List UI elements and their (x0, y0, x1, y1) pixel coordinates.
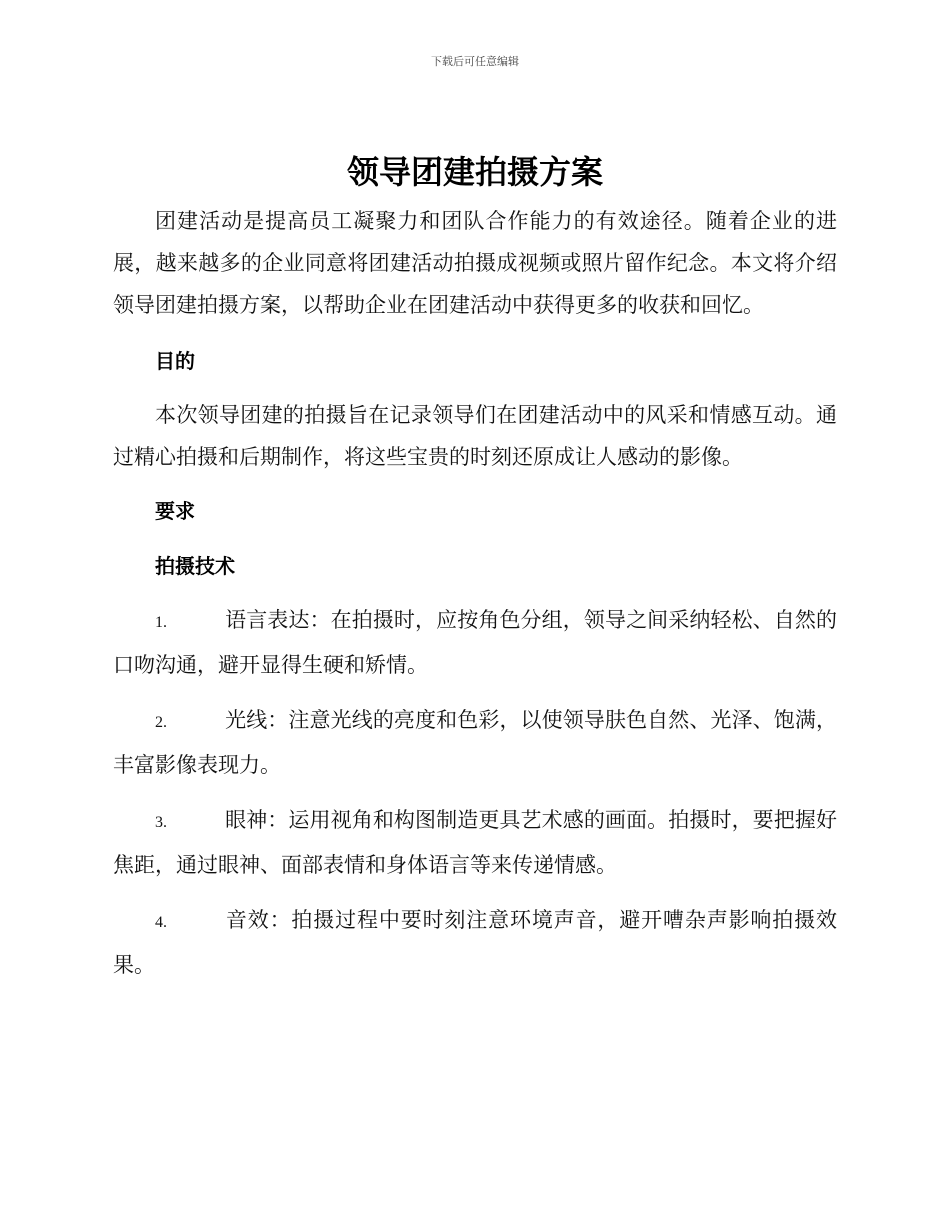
list-item (113, 599, 837, 686)
list-number: 4. (155, 914, 167, 931)
list-item (113, 799, 837, 886)
list-item (113, 899, 837, 986)
list-number: 3. (155, 814, 167, 831)
list-item-text: 光线：注意光线的亮度和色彩，以使领导肤色自然、光泽、饱满，丰富影像表现力。 (113, 708, 837, 777)
section-heading-requirements: 要求 (155, 499, 195, 523)
list-item-text: 眼神：运用视角和构图制造更具艺术感的画面。拍摄时，要把握好焦距，通过眼神、面部表情和身体语言等来传递情感。 (113, 808, 837, 877)
list-item (113, 699, 837, 786)
list-number: 2. (155, 714, 167, 731)
document-title: 领导团建拍摄方案 (346, 153, 603, 191)
section-heading-purpose: 目的 (155, 349, 195, 373)
list-number: 1. (155, 614, 167, 631)
purpose-paragraph: 本次领导团建的拍摄旨在记录领导们在团建活动中的风采和情感互动。通过精心拍摄和后期制作，将这些宝贵的时刻还原成让人感动的影像。 (113, 403, 837, 469)
list-item-text: 音效：拍摄过程中要时刻注意环境声音，避开嘈杂声影响拍摄效果。 (113, 908, 837, 977)
intro-paragraph: 团建活动是提高员工凝聚力和团队合作能力的有效途径。随着企业的进展，越来越多的企业同意将团建活动拍摄成视频或照片留作纪念。本文将介绍领导团建拍摄方案，以帮助企业在团建活动中获得更多的收获和回忆。 (113, 209, 837, 317)
document-body (113, 150, 837, 986)
subsection-heading-technique: 拍摄技术 (155, 554, 235, 578)
page-header: 下载后可任意编辑 (431, 55, 519, 68)
list-item-text: 语言表达：在拍摄时，应按角色分组，领导之间采纳轻松、自然的口吻沟通，避开显得生硬和矫情。 (113, 608, 837, 677)
technique-list (113, 599, 837, 986)
